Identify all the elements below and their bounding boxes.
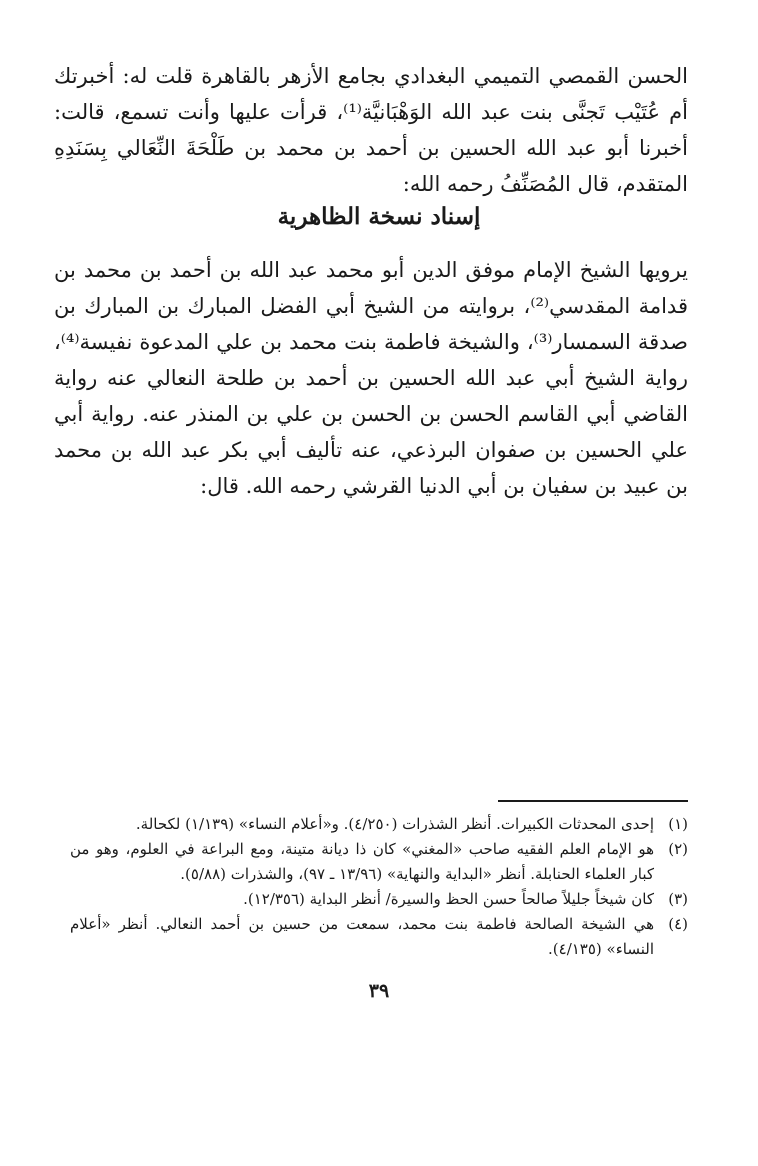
footnote-number: (٢) [668,840,688,858]
intro-paragraph: الحسن القمصي التميمي البغدادي بجامع الأزهر بالقاهرة قلت له: أخبرتك أم عُتَيْب تَجنَّى بنت عبد الله الوَهْبَانيَّة⁽¹⁾، قرأت عليها وأنت تسمع، قالت: أخبرنا أبو عبد الله الحسين بن أحمد بن محمد بن طَلْحَةَ النِّعَالي بِسَنَدِهِ المتقدم، قال المُصَنِّفُ رحمه الله: [54,64,688,196]
footnote-number: (٣) [668,890,688,908]
section-heading: إسناد نسخة الظاهرية [277,203,481,230]
page-number: ٣٩ [368,980,390,1002]
footnote-item [70,837,688,887]
footnote-separator [498,800,688,802]
footnote-number: (١) [668,815,688,833]
footnote-text: إحدى المحدثات الكبيرات. أنظر الشذرات (٤/٢٥٠). و«أعلام النساء» (١/١٣٩) لكحالة. [135,815,654,833]
footnote-item [70,887,688,912]
body-paragraph: يرويها الشيخ الإمام موفق الدين أبو محمد عبد الله بن أحمد بن محمد بن قدامة المقدسي⁽²⁾، بروايته من الشيخ أبي الفضل المبارك بن المبارك بن صدقة السمسار⁽³⁾، والشيخة فاطمة بنت محمد بن علي المدعوة نفيسة⁽⁴⁾، رواية الشيخ أبي عبد الله الحسين بن أحمد بن طلحة النعالي عنه رواية القاضي أبي القاسم الحسن بن الحسن بن علي بن المنذر عنه. رواية أبي علي الحسين بن صفوان البرذعي، عنه تأليف أبي بكر عبد الله بن محمد بن عبيد بن سفيان بن أبي الدنيا القرشي رحمه الله. قال: [54,258,688,498]
footnote-item [70,912,688,962]
footnote-item [70,812,688,837]
footnote-text: كان شيخاً جليلاً صالحاً حسن الحظ والسيرة/ أنظر البداية (١٢/٣٥٦). [243,890,654,908]
footnote-number: (٤) [668,915,688,933]
footnotes-list [70,812,688,962]
footnote-text: هي الشيخة الصالحة فاطمة بنت محمد، سمعت من حسين بن أحمد النعالي. أنظر «أعلام النساء» (٤/١٣٥). [70,915,654,958]
footnote-text: هو الإمام العلم الفقيه صاحب «المغني» كان ذا ديانة متينة، ومع البراعة في العلوم، وهو من كبار العلماء الحنابلة. أنظر «البداية والنهاية» (١٣/٩٦ ـ ٩٧)، والشذرات (٥/٨٨). [70,840,654,883]
